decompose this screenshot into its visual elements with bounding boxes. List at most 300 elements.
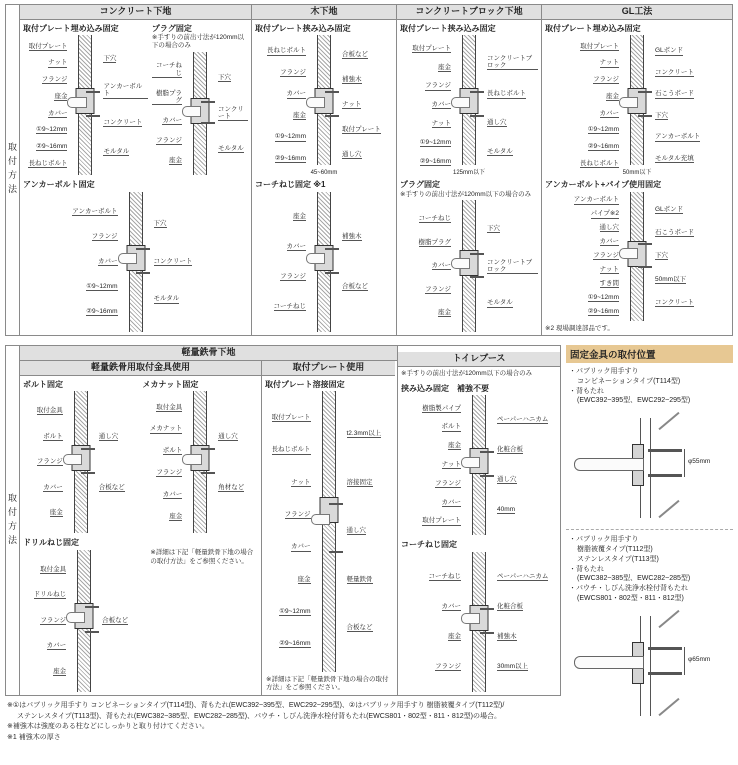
bolt-line [329,551,343,553]
part-label: 取付プレート [271,414,311,422]
part-label: 取付プレート [342,126,381,134]
part-label: カバー [162,116,182,124]
substrate-column [542,5,732,335]
part-label: コーチねじ [428,572,461,580]
bolt-line [81,472,95,474]
bolt-line [480,475,494,477]
left-part-labels [401,394,463,536]
bolt-line [86,115,100,117]
part-label: ボルト [43,432,63,440]
right-part-labels [653,34,729,176]
part-label: ボルト [441,423,461,431]
diagram-row [400,537,558,694]
footnote-line: ※補強木は強度のある柱などにしっかりと取り付けてください。 [7,723,209,730]
part-label: 座金 [438,309,451,317]
left-part-labels [400,34,453,176]
handrail-pipe [619,248,638,259]
part-label: 下穴 [655,252,668,260]
wall-break-mark [658,412,679,430]
handrail-pipe [619,97,638,108]
part-label: ①9~12mm [86,282,118,290]
part-label: 取付金具 [156,403,183,411]
bolt-line [136,272,150,274]
part-label: 合板など [342,282,368,290]
part-label: コンクリート [655,68,694,76]
handrail-pipe [574,656,644,669]
bolt-line [201,101,215,103]
column-body [252,20,396,335]
part-label: フランジ [40,616,67,624]
wall-graphic [621,34,653,176]
subcolumn-header: 軽量鉄骨用取付金具使用 [20,361,261,376]
part-label: 座金 [49,508,63,516]
part-label: コンクリート [153,257,193,265]
column-header: コンクリート下地 [20,5,251,20]
left-part-labels [152,51,184,177]
wall-graphic [184,390,216,534]
handrail-pipe [63,454,82,465]
diagram-title: 取付プレート埋め込み固定 [545,23,641,33]
bolt-line [638,115,652,117]
bottom-columns [20,346,560,695]
part-label: 通し穴 [487,119,507,127]
bolt-line [201,472,215,474]
substrate-column [20,361,262,695]
part-label: ②9~16mm [587,307,619,315]
wall-graphic [308,191,340,333]
left-part-labels [23,34,69,176]
substrate-column [397,5,542,335]
right-part-labels [495,551,557,693]
right-part-labels [152,191,249,333]
left-part-labels [545,191,621,322]
part-label: パイプ※2 [590,210,619,218]
bolt-line [325,248,339,250]
part-label: t2.3mm以上 [346,430,382,438]
part-label: 合板など [102,616,129,624]
installation-diagram [142,377,260,536]
handrail-pipe [182,454,201,465]
part-label: フランジ [425,285,451,293]
diameter-dimension-label: φ65mm [688,655,711,663]
part-label: 座金 [448,442,461,450]
fixing-position-header: 固定金具の取付位置 [566,345,733,363]
part-label: 座金 [606,92,619,100]
part-label: 樹脂製パイプ [422,404,461,412]
part-label: カバー [431,262,451,270]
left-part-labels [545,34,621,176]
dimension-label: 45~60mm [310,170,338,177]
bolt-line [480,451,494,453]
wall-hatch [322,391,336,672]
part-label: GLボンド [655,47,684,55]
part-label: 取付プレート [28,42,68,50]
part-label: 通し穴 [98,432,119,440]
bolt-line [81,448,95,450]
diagram-body [265,390,392,673]
fixing-position-text-line: ・背もたれ [569,565,604,573]
part-label: ①9~12mm [419,138,451,146]
part-label: 軽量鉄骨 [346,575,373,583]
part-label: フランジ [36,458,63,466]
part-label: カバー [47,109,68,117]
part-label: ②9~16mm [279,640,311,648]
booth-header: トイレブース [398,352,560,367]
part-label: フランジ [280,272,306,280]
installation-diagram [544,177,730,334]
column-header: コンクリートブロック下地 [397,5,541,20]
part-label: 座金 [438,63,451,71]
part-label: ①9~12mm [587,126,619,134]
installation-diagram [544,21,730,178]
part-label: ナット [599,59,619,67]
bolt-line [480,632,494,634]
diagram-title: プラグ固定 [400,180,440,190]
bolt-line [638,91,652,93]
diagram-title: アンカーボルト+パイプ使用固定 [545,180,662,190]
part-label: 溶接固定 [346,478,373,486]
part-label: 合板など [342,51,368,59]
installation-diagram [151,21,249,178]
part-label: カバー [431,101,451,109]
side-label-mounting-method: 取付方法 [7,492,17,549]
diagram-title: コーチねじ固定 [401,540,457,550]
part-label: フランジ [284,511,311,519]
part-label: ナット [431,120,451,127]
right-part-labels [340,34,393,176]
part-label: モルタル [103,147,130,155]
left-part-labels [401,551,463,693]
part-label: フランジ [156,468,183,476]
fixing-position-text-line: (EWC382~385型、EWC282~285型) [577,575,691,583]
part-label: ボルト [162,447,183,455]
left-part-labels [23,390,65,534]
fixing-position-blocks [566,367,733,722]
diagram-row [22,535,259,694]
part-label: 長ねじボルト [28,159,68,167]
part-label: 化粧合板 [497,445,523,453]
diagram-title: 取付プレート溶接固定 [265,379,345,389]
column-body [262,376,395,695]
diagram-row [264,377,393,674]
part-label: 樹脂プラグ [418,238,451,246]
part-label: ②9~16mm [587,142,619,150]
part-label: 座金 [293,111,306,119]
diagram-title: ボルト固定 [23,379,63,389]
diagram-footnote: ※2 現場調達部品です。 [545,325,614,333]
lightweight-steel-subcolumns [20,361,397,695]
part-label: 通し穴 [218,432,238,440]
top-columns [20,5,732,335]
part-label: ②9~16mm [86,307,118,315]
part-label: コンクリート [218,106,248,121]
part-label: 座金 [448,632,461,640]
installation-diagram [254,177,394,334]
diagram-row [399,21,539,178]
part-label: ナット [441,460,461,468]
diagram-title: 取付プレート挟み込み固定 [400,23,496,33]
diagram-row [22,21,249,178]
handrail-pipe [461,613,480,624]
part-label: 補強木 [342,232,362,240]
handrail-pipe [574,458,644,471]
part-label: アンカーボルト [655,133,701,141]
part-label: 座金 [54,92,68,100]
left-part-labels [143,390,185,534]
part-label: カバー [286,242,306,250]
part-label: モルタル [153,295,180,303]
part-label: 下穴 [487,224,500,232]
part-label: コンクリートブロック [487,55,538,70]
dimension-label: 50mm以下 [622,170,652,177]
wall-break-mark [658,500,679,518]
bolt-line [648,474,682,477]
part-label: ①9~12mm [279,608,311,616]
part-label: ①9~12mm [36,126,68,134]
top-panel-substrates [5,4,733,336]
handrail-pipe [118,253,137,264]
diagram-row [399,177,539,334]
handrail-pipe [66,612,85,623]
part-label: フランジ [593,252,619,260]
fixing-position-text-line: ・背もたれ [569,387,604,395]
footnote-line: ※1 補強木の厚さ [7,733,61,741]
bolt-line [648,647,682,650]
diagram-title: 挟み込み固定 補強不要 [401,383,489,393]
right-part-labels [97,390,139,534]
diagram-row [22,177,249,334]
part-label: 通し穴 [599,224,619,232]
part-label: フランジ [435,662,461,670]
part-label: ナット [291,478,311,486]
part-label: 通し穴 [342,151,362,159]
installation-diagram [399,177,539,334]
wall-graphic [463,394,495,536]
diagram-body [255,191,393,333]
installation-diagram [254,21,394,178]
bolt-line [85,631,99,633]
part-label: モルタル [217,144,244,152]
part-label: ドリルねじ [33,591,67,599]
part-label: 座金 [297,575,311,583]
diagram-body [401,394,557,536]
left-part-labels [255,34,308,176]
right-part-labels [485,199,538,333]
fixing-position-text-line: ・パブリック用手すり [569,368,639,375]
diagram-title: アンカーボルト固定 [23,180,95,190]
part-label: ペーパーハニカム [497,572,549,580]
part-label: 石こうボード [655,229,694,236]
part-label: カバー [599,109,619,117]
wall-graphic [308,34,340,176]
part-label: 40mm [497,506,516,514]
part-label: 30mm以上 [497,662,529,670]
right-part-labels [340,191,393,333]
diagram-title: ドリルねじ固定 [23,538,79,548]
bottom-panel-lightweight-steel [5,345,561,696]
part-label: アンカーボルト [103,83,147,98]
diagram-row [400,381,558,538]
part-label: 樹脂プラグ [152,90,182,105]
handrail-pipe [311,514,330,525]
part-label: 下穴 [655,111,668,119]
part-label: 下穴 [103,54,117,62]
part-label: ペーパーハニカム [497,415,549,423]
part-label: モルタル [487,299,513,307]
substrate-column [252,5,397,335]
side-strip-top [6,5,20,335]
part-label: カバー [43,483,63,491]
wall-graphic [453,199,485,333]
wall-graphic [184,51,216,177]
left-part-labels [265,390,313,673]
fixing-position-text-line: (EWCS801・802型・811・812型) [577,594,684,602]
part-label: 座金 [169,512,183,520]
dimension-line [684,647,685,675]
wall-graphic [621,191,653,322]
part-label: 合板など [346,624,373,632]
part-label: カバー [441,602,461,610]
diagram-body [23,191,248,333]
right-part-labels [495,394,557,536]
right-part-labels [345,390,393,673]
part-label: ②9~16mm [36,142,68,150]
part-label: 下穴 [153,220,167,228]
part-label: コンクリート [103,119,143,127]
substrate-column [262,361,395,695]
fixing-position-text-line: ・パブリック用手すり [569,536,639,544]
diagram-body [545,34,729,176]
part-label: コーチねじ [152,62,182,77]
part-label: フランジ [425,82,451,90]
wall-graphic [65,390,97,534]
wall-graphic [463,551,495,693]
part-label: ①9~12mm [587,294,619,301]
wall-graphic [313,390,345,673]
bolt-line [638,266,652,268]
substrate-column [20,5,252,335]
part-label: 長ねじボルト [580,159,619,167]
part-label: アンカーボルト [72,207,118,215]
diagram-body [400,34,538,176]
diagram-row [544,177,730,334]
footnote-line: ※①はパブリック用手すり コンビネーションタイプ(T114型)、背もたれ(EWC392~395型、EWC292~295型)、②はパブリック用手すり 樹脂被覆タイプ(T112型)/ [7,702,505,709]
installation-diagram [400,537,558,694]
bolt-line [325,91,339,93]
part-label: 座金 [53,667,67,675]
column-header: 木下地 [252,5,396,20]
part-label: アンカーボルト [573,196,619,204]
fixing-position-text-line: ・パウチ・しびん洗浄水栓付背もたれ [569,585,688,593]
lightweight-steel-group [20,346,398,695]
column-body [20,376,261,695]
part-label: カバー [286,90,306,98]
installation-diagram [400,381,558,538]
diagram-note: ※手すりの前出寸法が120mm以下の場合のみ [151,34,245,49]
part-label: フランジ [91,232,118,240]
diagram-body [143,390,259,534]
diagram-note: ※手すりの前出寸法が120mm以下の場合のみ [400,190,532,198]
fixing-position-text-line: (EWC392~395型、EWC292~295型) [577,397,691,405]
footnote-line: ステンレスタイプ(T113型)、背もたれ(EWC382~385型、EWC282~285型)、パウチ・しびん洗浄水栓付背もたれ(EWCS801・802型・811・812型)の場合。 [17,712,501,720]
fixing-position-text-line: ステンレスタイプ(T113型) [577,555,659,563]
right-part-labels [485,34,538,176]
part-label: 取付プレート [422,517,461,525]
footnotes [7,701,733,743]
booth-note: ※手すりの前出寸法が120mm以下の場合のみ [401,369,533,377]
part-label: フランジ [280,68,306,76]
part-label: フランジ [156,136,182,144]
diagram-title: 取付プレート挟み込み固定 [255,23,351,33]
part-label: カバー [291,543,311,551]
diameter-dimension-label: φ55mm [688,458,711,466]
diagram-body [23,34,148,176]
part-label: 石こうボード [655,90,694,98]
part-label: 長ねじボルト [271,446,311,454]
diagram-body [401,551,557,693]
toilet-booth-column [398,346,560,695]
part-label: 角材など [218,483,245,491]
handrail-pipe [306,97,325,108]
part-label: 通し穴 [497,476,517,484]
left-part-labels [23,191,120,333]
part-label: カバー [162,490,183,498]
diagram-body [545,191,729,322]
side-strip-bottom [6,346,20,695]
part-label: 50mm以下 [655,275,687,283]
part-label: GLボンド [655,205,684,213]
diagram-row [254,177,394,334]
diagram-title: メカナット固定 [142,379,199,389]
part-label: コンクリートブロック [487,259,538,274]
reference-note: ※詳細は下記「軽量鉄骨下地の場合の取付方法」をご参照ください。 [266,675,389,691]
bolt-line [638,243,652,245]
wall-graphic [69,34,101,176]
bolt-line [136,248,150,250]
bolt-line [329,503,343,505]
column-body [397,20,541,335]
part-label: 化粧合板 [497,602,523,610]
right-part-labels [101,34,147,176]
part-label: コーチねじ [273,302,306,310]
part-label: ②9~16mm [274,154,306,162]
part-label: 長ねじボルト [267,47,306,55]
diagram-body [152,51,248,177]
part-label: 取付金具 [36,407,63,415]
bolt-line [201,448,215,450]
bolt-line [470,253,484,255]
part-label: 取付金具 [40,565,67,573]
part-label: コンクリート [655,298,694,306]
part-label: 下穴 [217,74,231,82]
side-label-mounting-method: 取付方法 [7,142,17,198]
column-body [20,20,251,335]
part-label: ナット [342,101,362,109]
wall-graphic [120,191,152,333]
diagram-row [544,21,730,178]
part-label: カバー [599,238,619,246]
part-label: 補強木 [497,632,517,640]
subcolumn-header: 取付プレート使用 [262,361,395,376]
fixing-position-block [566,535,733,722]
wall-graphic [453,34,485,176]
installation-diagram [22,21,149,178]
part-label: モルタル [487,147,513,155]
dimension-label: 125mm以下 [452,170,486,177]
handrail-pipe [461,457,480,468]
part-label: モルタル充填 [655,154,694,162]
bolt-line [470,115,484,117]
